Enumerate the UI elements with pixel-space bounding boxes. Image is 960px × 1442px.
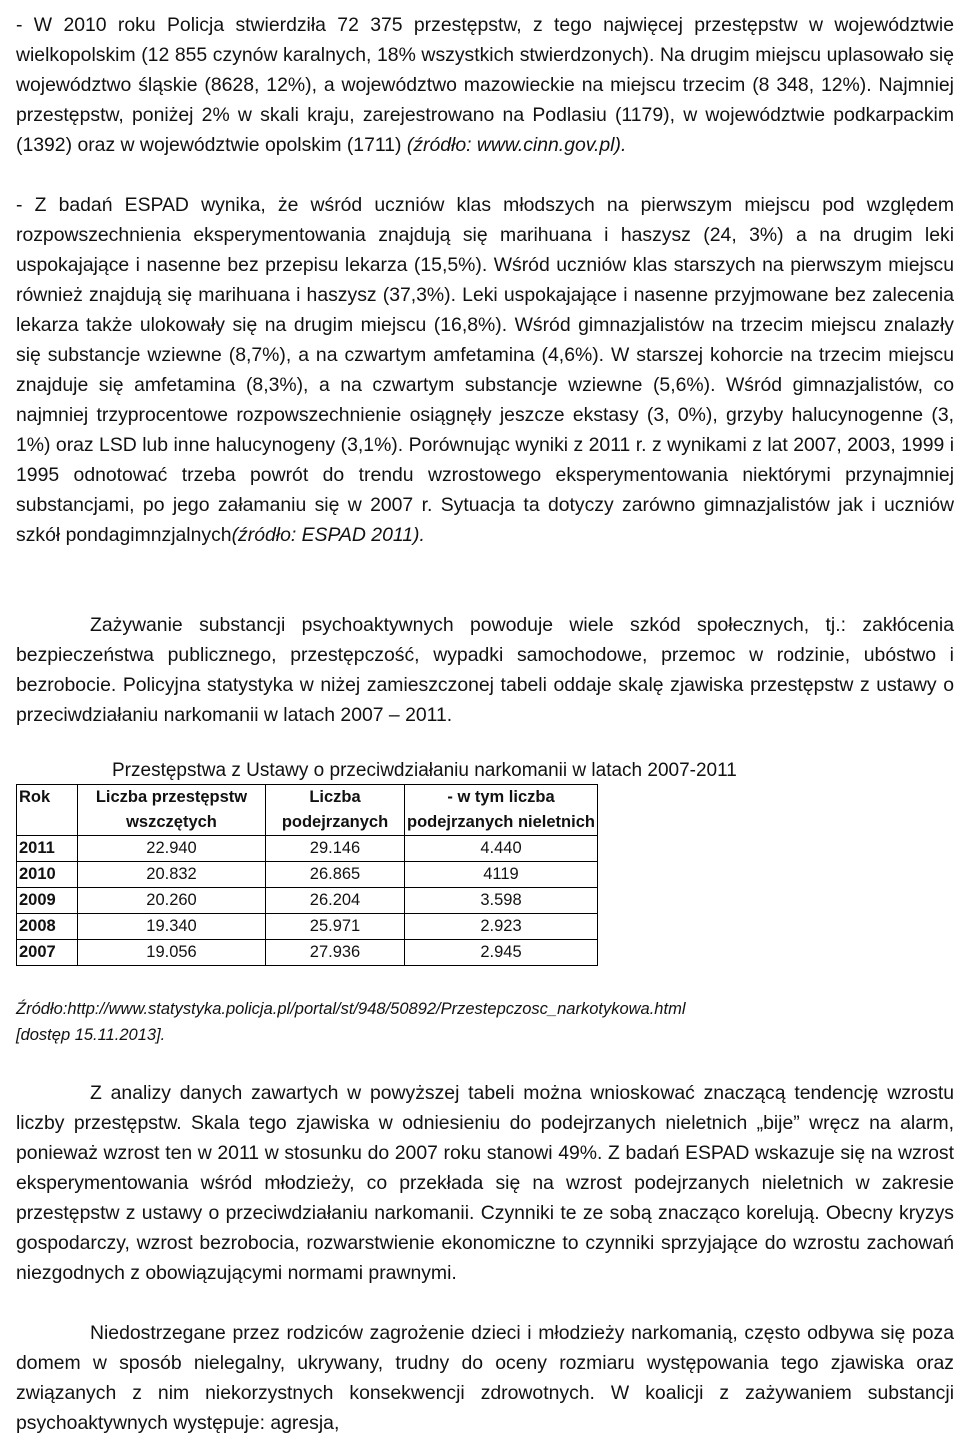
table-row — [17, 914, 598, 940]
paragraph-police-statistics — [16, 10, 954, 160]
cell-juvenile: 3.598 — [405, 888, 598, 914]
paragraph-text: - Z badań ESPAD wynika, że wśród uczniów klas młodszych na pierwszym miejscu pod względem rozpowszechnienia eksperymentowania znajdują się marihuana i haszysz (24, 3%) a na drugim leki uspokajające i nasenne bez przepisu lekarza (15,5%). Wśród uczniów klas starszych na pierwszym miejscu również znajdują się marihuana i haszysz (37,3%). Leki uspokajające i nasenne przyjmowane bez zalecenia lekarza także ulokowały się na drugim miejscu (16,8%). Wśród gimnazjalistów na trzecim miejscu znalazły się substancje wziewne (8,7%), a na czwartym amfetamina (4,6%). W starszej kohorcie na trzecim miejscu znajduje się amfetamina (8,3%), a na czwartym substancje wziewne (5,6%). Wśród gimnazjalistów, co najmniej trzyprocentowe rozpowszechnienie osiągnęły jeszcze ekstasy (3, 0%), grzyby halucynogenne (3, 1%) oraz LSD lub inne halucynogeny (3,1%). Porównując wyniki z 2011 r. z wynikami z lat 2007, 2003, 1999 i 1995 odnotować trzeba powrót do trendu wzrostowego eksperymentowania niektórymi przynajmniej substancjami, po jego załamaniu się w 2007 r. Sytuacja ta dotyczy zarówno gimnazjalistów jak i uczniów szkół pondagimnzjalnych — [16, 194, 954, 546]
column-header-crimes: Liczba przestępstw wszczętych — [78, 785, 266, 836]
cell-crimes: 22.940 — [78, 836, 266, 862]
table-row — [17, 940, 598, 966]
paragraph-social-harm: Zażywanie substancji psychoaktywnych powoduje wiele szkód społecznych, tj.: zakłócenia bezpieczeństwa publicznego, przestępczość, wypadki samochodowe, przemoc w rodzinie, ubóstwo i bezrobocie. Policyjna statystyka w niżej zamieszczonej tabeli oddaje skalę zjawiska przestępstw z ustawy o przeciwdziałaniu narkomanii w latach 2007 – 2011. — [16, 614, 954, 726]
paragraph-analysis: Z analizy danych zawartych w powyższej tabeli można wnioskować znaczącą tendencję wzrostu liczby przestępstw. Skala tego zjawiska w odniesieniu do podejrzanych nieletnich „bije” wręcz na alarm, ponieważ wzrost ten w 2011 w stosunku do 2007 roku stanowi 49%. Z badań ESPAD wskazuje się na wzrost eksperymentowania wśród młodzieży, co przekłada się na wzrost podejrzanych nieletnich w zakresie przestępstw z ustawy o przeciwdziałaniu narkomanii. Czynniki te ze sobą znacząco korelują. Obecny kryzys gospodarczy, wzrost bezrobocia, rozwarstwienie ekonomiczne to czynniki sprzyjające do wzrostu zachowań niezgodnych z obowiązującymi normami prawnymi. — [16, 1082, 954, 1284]
table-row — [17, 862, 598, 888]
column-header-juvenile-suspects: - w tym liczba podejrzanych nieletnich — [405, 785, 598, 836]
source-access-date: [dostęp 15.11.2013]. — [16, 1026, 166, 1044]
cell-suspects: 26.865 — [266, 862, 405, 888]
source-url: Źródło:http://www.statystyka.policja.pl/portal/st/948/50892/Przestepczosc_narkotykowa.html — [16, 1000, 686, 1018]
table-caption: Przestępstwa z Ustawy o przeciwdziałaniu narkomanii w latach 2007-2011 — [112, 760, 737, 781]
cell-juvenile: 4.440 — [405, 836, 598, 862]
column-header-suspects: Liczba podejrzanych — [266, 785, 405, 836]
cell-year: 2011 — [17, 836, 78, 862]
table-row — [17, 888, 598, 914]
cell-year: 2009 — [17, 888, 78, 914]
cell-crimes: 19.340 — [78, 914, 266, 940]
cell-suspects: 27.936 — [266, 940, 405, 966]
cell-year: 2010 — [17, 862, 78, 888]
source-citation: (źródło: ESPAD 2011). — [231, 524, 425, 546]
cell-suspects: 26.204 — [266, 888, 405, 914]
cell-crimes: 20.260 — [78, 888, 266, 914]
paragraph-espad-findings — [16, 190, 954, 550]
table-header-row — [17, 785, 598, 836]
source-citation: (źródło: www.cinn.gov.pl). — [406, 134, 627, 156]
cell-suspects: 29.146 — [266, 836, 405, 862]
cell-crimes: 20.832 — [78, 862, 266, 888]
column-header-year: Rok — [17, 785, 78, 836]
cell-juvenile: 4119 — [405, 862, 598, 888]
paragraph-text: - W 2010 roku Policja stwierdziła 72 375 przestępstw, z tego najwięcej przestępstw w województwie wielkopolskim (12 855 czynów karalnych, 18% wszystkich stwierdzonych). Na drugim miejscu uplasowało się województwo śląskie (8628, 12%), a województwo mazowieckie na miejscu trzecim (8 348, 12%). Najmniej przestępstw, poniżej 2% w skali kraju, zarejestrowano na Podlasiu (1179), w województwie podkarpackim (1392) oraz w województwie opolskim (1711) — [16, 14, 954, 156]
paragraph-risks: Niedostrzegane przez rodziców zagrożenie dzieci i młodzieży narkomanią, często odbywa się poza domem w sposób nielegalny, ukrywany, trudny do oceny rozmiaru występowania tego zjawiska oraz związanych z nim niekorzystnych konsekwencji zdrowotnych. W koalicji z zażywaniem substancji psychoaktywnych występuje: agresja, — [16, 1322, 954, 1434]
table-row — [17, 836, 598, 862]
cell-year: 2007 — [17, 940, 78, 966]
cell-juvenile: 2.945 — [405, 940, 598, 966]
crime-statistics-table — [16, 784, 598, 966]
table-source — [16, 996, 685, 1048]
cell-juvenile: 2.923 — [405, 914, 598, 940]
cell-suspects: 25.971 — [266, 914, 405, 940]
cell-crimes: 19.056 — [78, 940, 266, 966]
cell-year: 2008 — [17, 914, 78, 940]
